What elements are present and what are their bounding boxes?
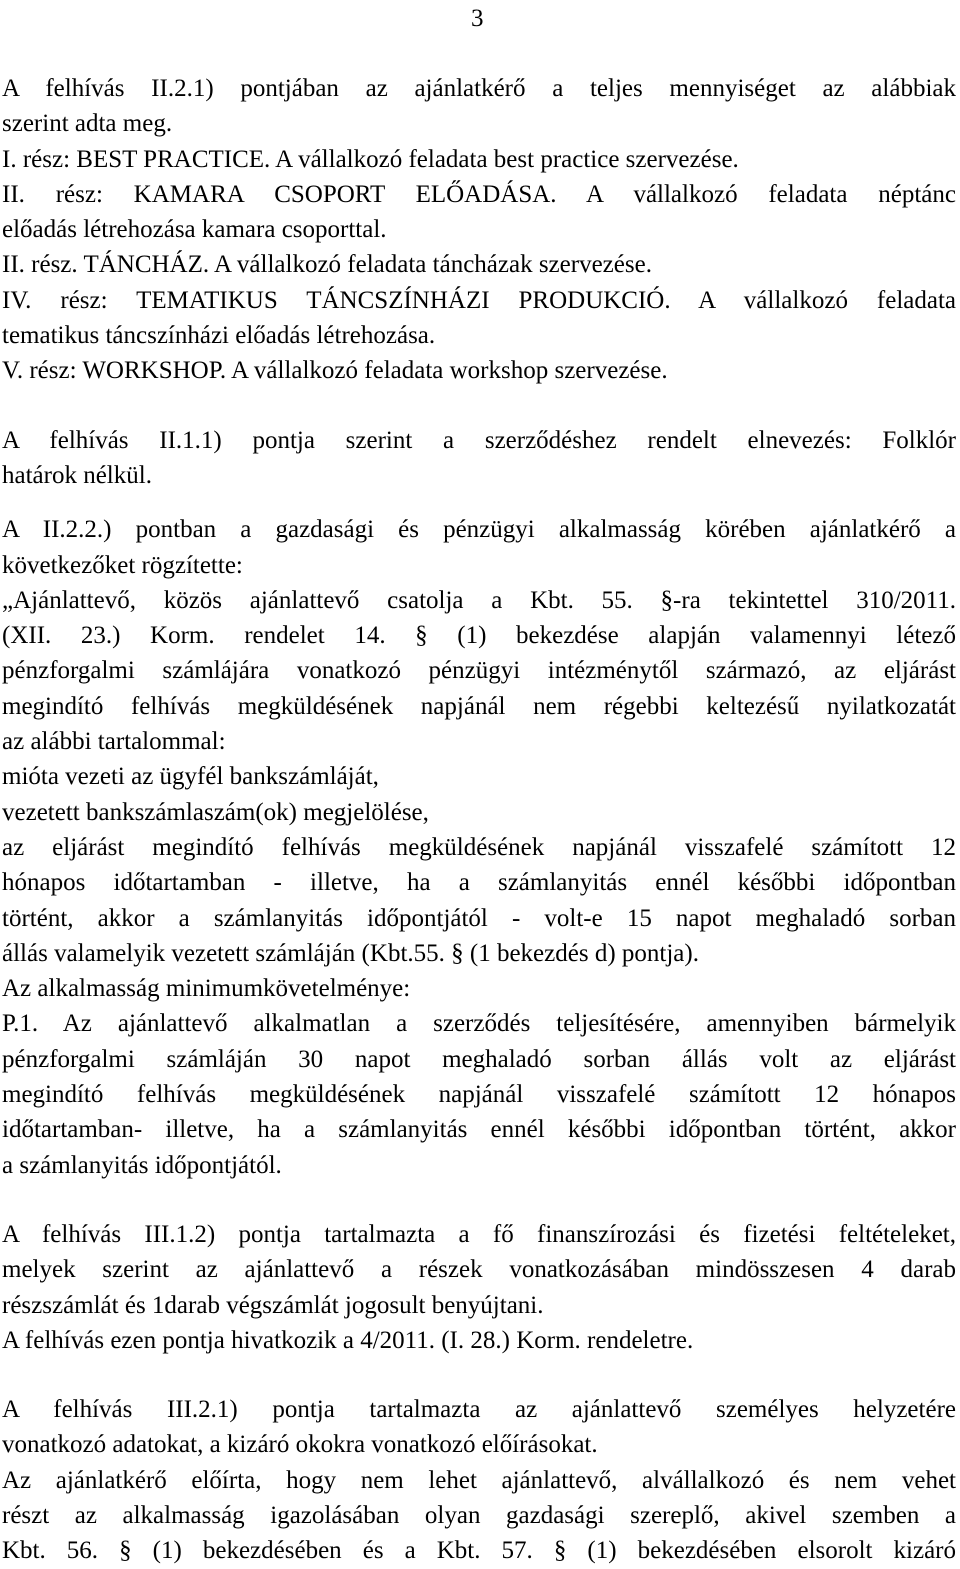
text-line: Az alkalmasság minimumkövetelménye: (2, 975, 411, 1003)
text-line: megindító felhívás megküldésének napjánál visszafelé számított 12 hónapos (2, 1081, 956, 1109)
text-line: pénzforgalmi számláján 30 napot meghaladó sorban állás volt az eljárást (2, 1045, 956, 1073)
paragraph (2, 423, 956, 494)
text-line: az eljárást megindító felhívás megküldésének napjánál visszafelé számított 12 (2, 833, 956, 861)
text-line: pénzforgalmi számlájára vonatkozó pénzügyi intézménytől származó, az eljárást (2, 657, 956, 685)
paragraph-gap (2, 389, 956, 423)
text-line: „Ajánlattevő, közös ajánlattevő csatolja a Kbt. 55. §-ra tekintettel 310/2011. (2, 586, 956, 614)
text-line: vonatkozó adatokat, a kizáró okokra vonatkozó előírásokat. (2, 1431, 598, 1459)
text-line: A felhívás III.2.1) pontja tartalmazta az ajánlattevő személyes helyzetére (2, 1396, 956, 1424)
text-line: IV. rész: TEMATIKUS TÁNCSZÍNHÁZI PRODUKCIÓ. A vállalkozó feladata (2, 286, 956, 314)
paragraph (2, 71, 956, 389)
paragraph-gap (2, 1183, 956, 1217)
text-line: (XII. 23.) Korm. rendelet 14. § (1) bekezdése alapján valamennyi létező (2, 622, 956, 650)
text-line: II. rész. TÁNCHÁZ. A vállalkozó feladata táncházak szervezése. (2, 251, 652, 279)
paragraph (2, 512, 956, 1183)
text-line: előadás létrehozása kamara csoporttal. (2, 216, 387, 244)
text-line: Kbt. 56. § (1) bekezdésében és a Kbt. 57. § (1) bekezdésében elsorolt kizáró (2, 1537, 956, 1565)
paragraph-gap (2, 1358, 956, 1392)
text-line: hónapos időtartamban - illetve, ha a számlanyitás ennél későbbi időpontban (2, 869, 956, 897)
text-line: A felhívás II.1.1) pontja szerint a szerződéshez rendelt elnevezés: Folklór (2, 426, 956, 454)
text-line: megindító felhívás megküldésének napjánál nem régebbi keltezésű nyilatkozatát (2, 692, 956, 720)
text-line: melyek szerint az ajánlattevő a részek vonatkozásában mindösszesen 4 darab (2, 1256, 956, 1284)
text-line: a számlanyitás időpontjától. (2, 1151, 282, 1179)
text-line: részszámlát és 1darab végszámlát jogosult benyújtani. (2, 1291, 544, 1319)
text-line: Az ajánlatkérő előírta, hogy nem lehet ajánlattevő, alvállalkozó és nem vehet (2, 1466, 956, 1494)
document-body (2, 71, 956, 1569)
text-line: I. rész: BEST PRACTICE. A vállalkozó feladata best practice szervezése. (2, 145, 739, 173)
text-line: A felhívás II.2.1) pontjában az ajánlatkérő a teljes mennyiséget az alábbiak (2, 75, 956, 102)
page-number: 3 (471, 5, 484, 32)
text-line: A II.2.2.) pontban a gazdasági és pénzügyi alkalmasság körében ajánlatkérő a (2, 516, 956, 544)
text-line: tematikus táncszínházi előadás létrehozása. (2, 322, 436, 350)
text-line: mióta vezeti az ügyfél bankszámláját, (2, 763, 379, 791)
text-line: részt az alkalmasság igazolásában olyan gazdasági szereplő, akivel szemben a (2, 1501, 956, 1529)
text-line: A felhívás ezen pontja hivatkozik a 4/2011. (I. 28.) Korm. rendeletre. (2, 1326, 694, 1354)
text-line: V. rész: WORKSHOP. A vállalkozó feladata workshop szervezése. (2, 357, 668, 385)
text-line: szerint adta meg. (2, 110, 173, 138)
text-line: P.1. Az ajánlattevő alkalmatlan a szerződés teljesítésére, amennyiben bármelyik (2, 1010, 956, 1038)
text-line: történt, akkor a számlanyitás időpontjától - volt-e 15 napot meghaladó sorban (2, 904, 956, 932)
text-line: A felhívás III.1.2) pontja tartalmazta a fő finanszírozási és fizetési feltételeket, (2, 1220, 956, 1248)
text-line: II. rész: KAMARA CSOPORT ELŐADÁSA. A vállalkozó feladata néptánc (2, 180, 956, 208)
paragraph-gap (2, 493, 956, 512)
text-line: vezetett bankszámlaszám(ok) megjelölése, (2, 798, 429, 826)
text-line: határok nélkül. (2, 461, 152, 489)
paragraph (2, 1392, 956, 1568)
text-line: állás valamelyik vezetett számláján (Kbt.55. § (1 bekezdés d) pontja). (2, 939, 699, 967)
text-line: időtartamban- illetve, ha a számlanyitás ennél későbbi időpontban történt, akkor (2, 1116, 956, 1144)
text-line: az alábbi tartalommal: (2, 728, 226, 756)
paragraph (2, 1217, 956, 1358)
text-line: következőket rögzítette: (2, 551, 243, 579)
